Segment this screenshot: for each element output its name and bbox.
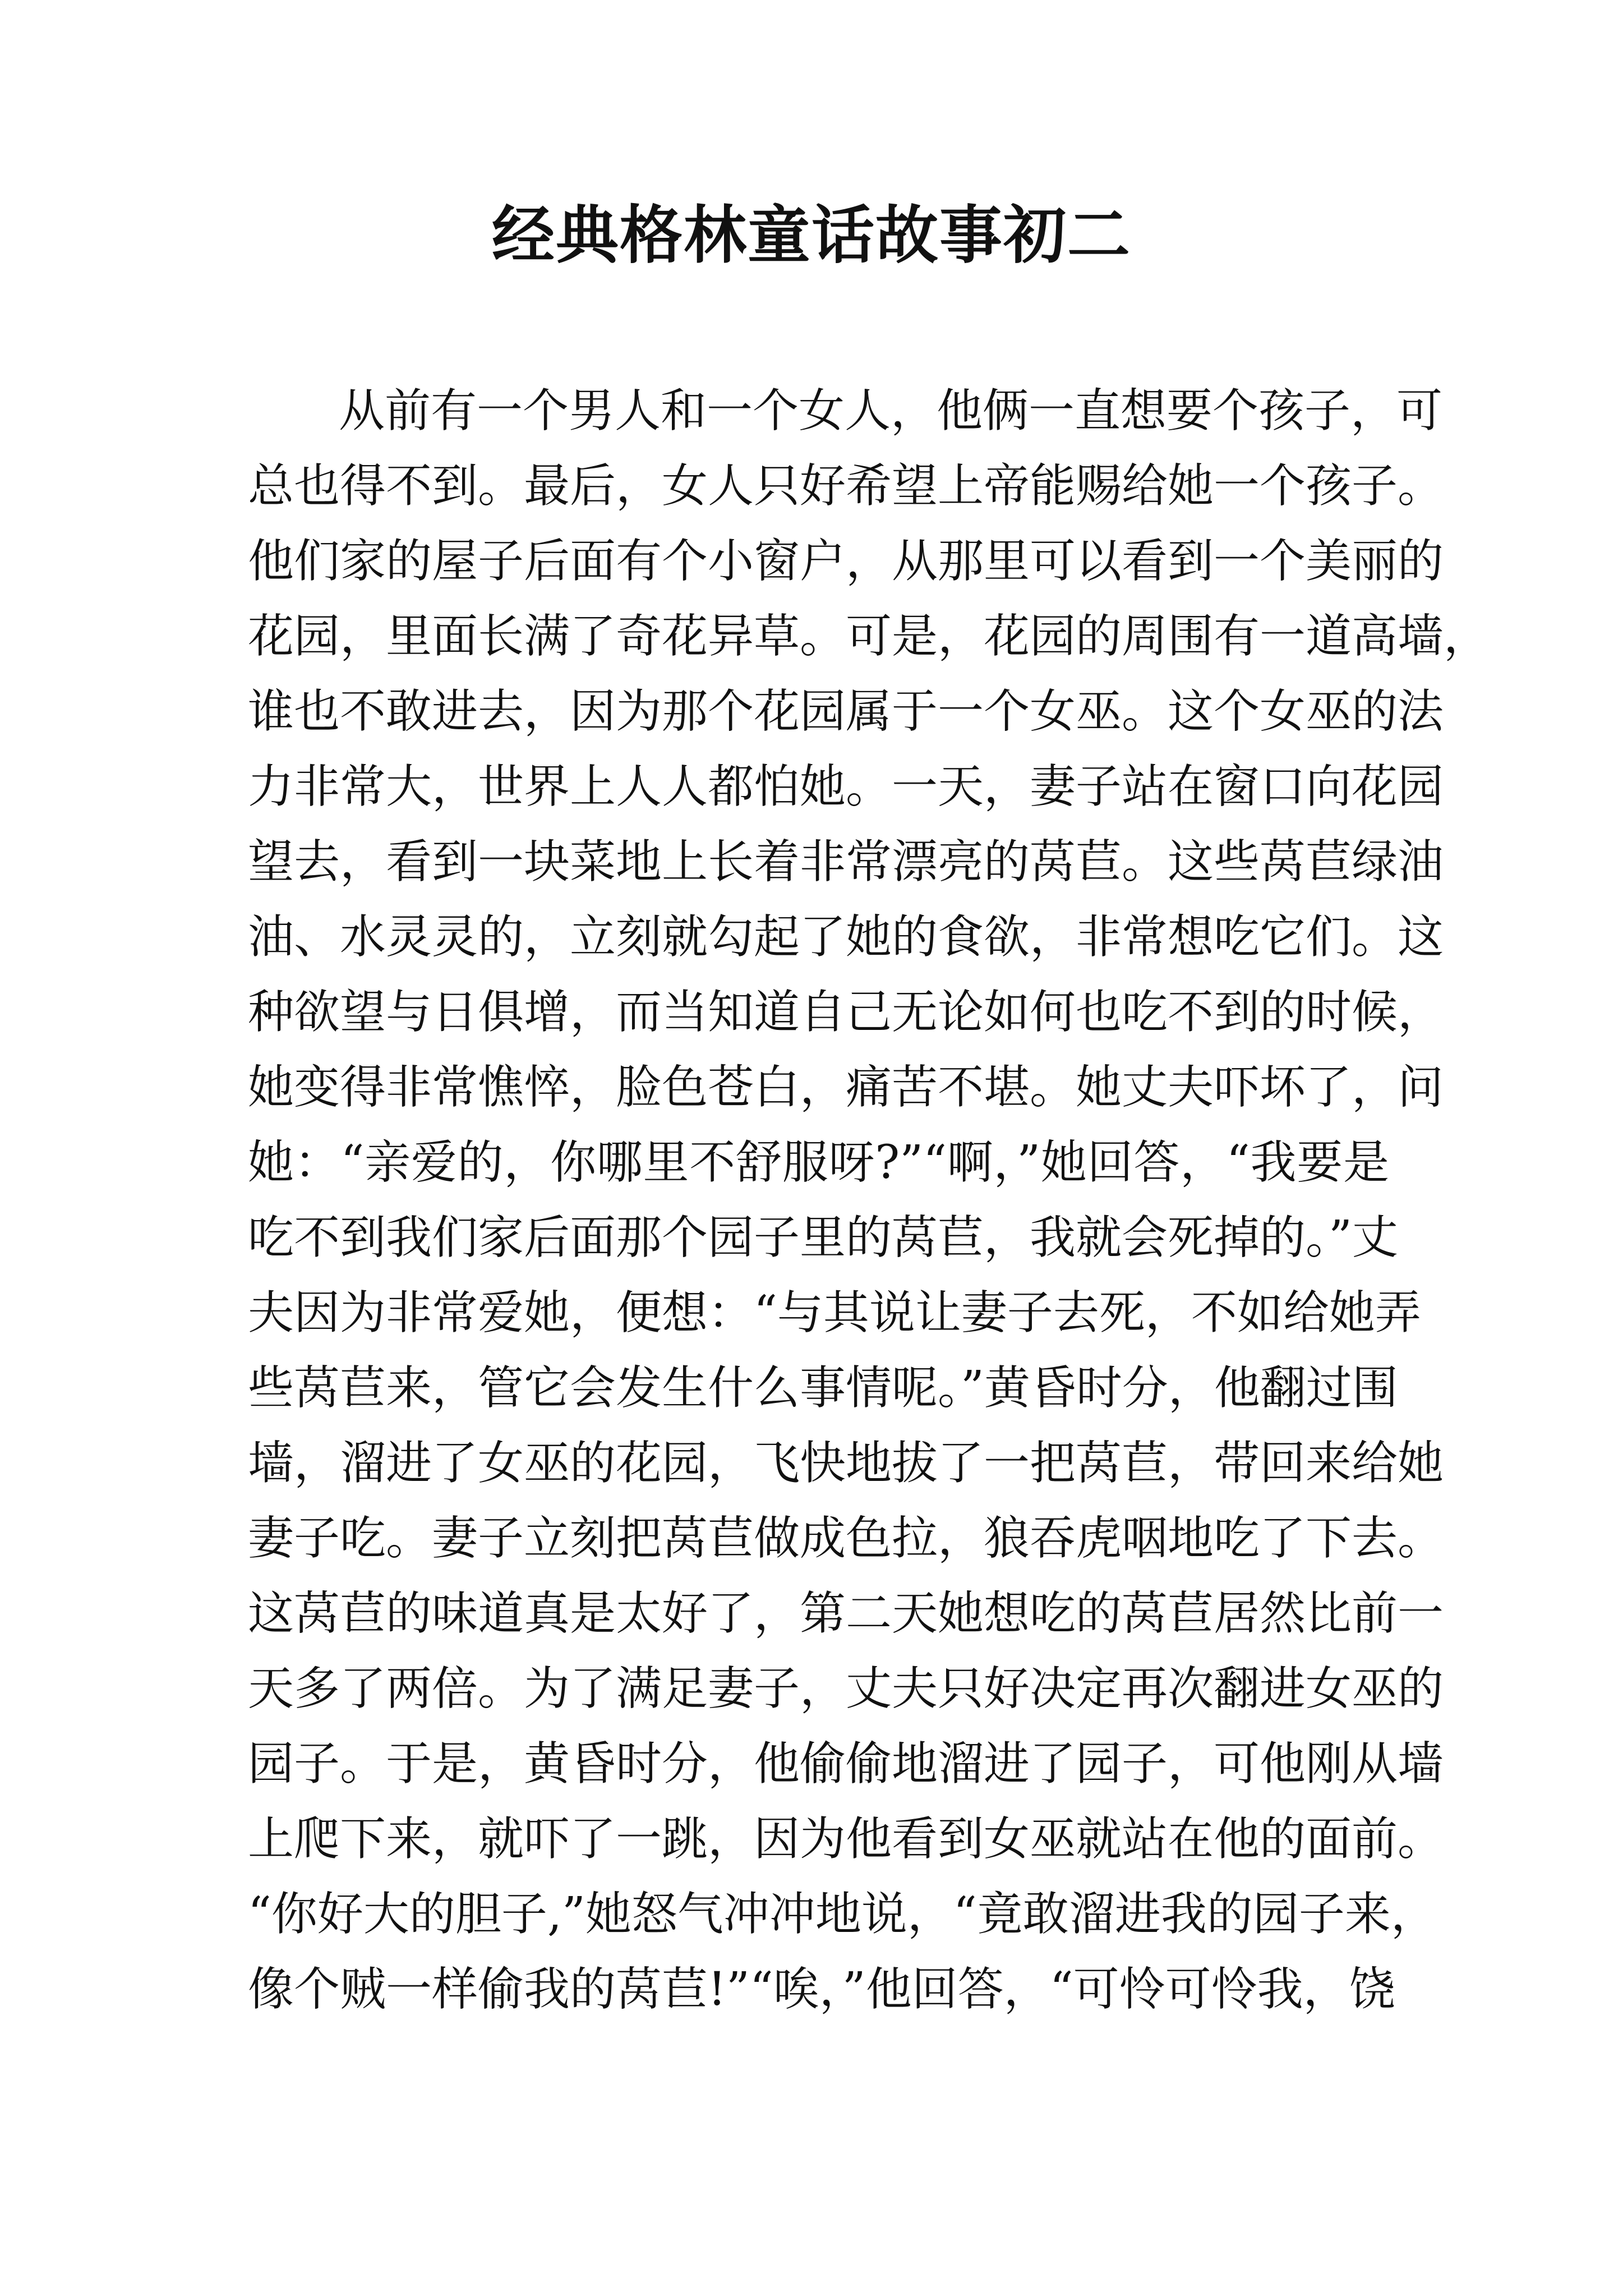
story-body (248, 374, 1490, 2027)
text-line: 园子。于是，黄昏时分，他偷偷地溜进了园子，可他刚从墙 (248, 1737, 1444, 1791)
text-line: 墙，溜进了女巫的花园，飞快地拔了一把莴苣，带回来给她 (248, 1437, 1444, 1490)
text-line: 这莴苣的味道真是太好了，第二天她想吃的莴苣居然比前一 (248, 1587, 1444, 1640)
text-line: 吃不到我们家后面那个园子里的莴苣，我就会死掉的。”丈 (248, 1211, 1398, 1264)
text-line: 力非常大，世界上人人都怕她。一天，妻子站在窗口向花园 (248, 760, 1444, 813)
text-line: 他们家的屋子后面有个小窗户，从那里可以看到一个美丽的 (248, 535, 1444, 588)
text-line: 妻子吃。妻子立刻把莴苣做成色拉，狼吞虎咽地吃了下去。 (248, 1512, 1444, 1565)
document-title: 经典格林童话故事初二 (492, 199, 1131, 272)
text-line: 从前有一个男人和一个女人，他俩一直想要个孩子，可 (339, 384, 1443, 438)
text-line: 她：“亲爱的，你哪里不舒服呀?”“啊，”她回答，“我要是 (248, 1136, 1389, 1189)
text-line: 些莴苣来，管它会发生什么事情呢。”黄昏时分，他翻过围 (248, 1361, 1398, 1415)
text-line: “你好大的胆子,”她怒气冲冲地说，“竟敢溜进我的园子来， (248, 1888, 1437, 1941)
text-line: 谁也不敢进去，因为那个花园属于一个女巫。这个女巫的法 (248, 685, 1444, 738)
text-line: 油、水灵灵的，立刻就勾起了她的食欲，非常想吃它们。这 (248, 910, 1444, 964)
text-line: 她变得非常憔悴，脸色苍白，痛苦不堪。她丈夫吓坏了，问 (248, 1061, 1444, 1114)
text-line: 天多了两倍。为了满足妻子，丈夫只好决定再次翻进女巫的 (248, 1662, 1444, 1715)
text-line: 像个贼一样偷我的莴苣!”“唉，”他回答，“可怜可怜我，饶 (248, 1963, 1395, 2016)
text-line: 望去，看到一块菜地上长着非常漂亮的莴苣。这些莴苣绿油 (248, 835, 1444, 889)
text-line: 花园，里面长满了奇花异草。可是，花园的周围有一道高墙， (248, 610, 1490, 663)
text-line: 上爬下来，就吓了一跳，因为他看到女巫就站在他的面前。 (248, 1812, 1444, 1866)
text-line: 总也得不到。最后，女人只好希望上帝能赐给她一个孩子。 (248, 459, 1444, 513)
text-line: 夫因为非常爱她，便想：“与其说让妻子去死，不如给她弄 (248, 1286, 1421, 1340)
text-line: 种欲望与日俱增，而当知道自己无论如何也吃不到的时候， (248, 986, 1444, 1039)
